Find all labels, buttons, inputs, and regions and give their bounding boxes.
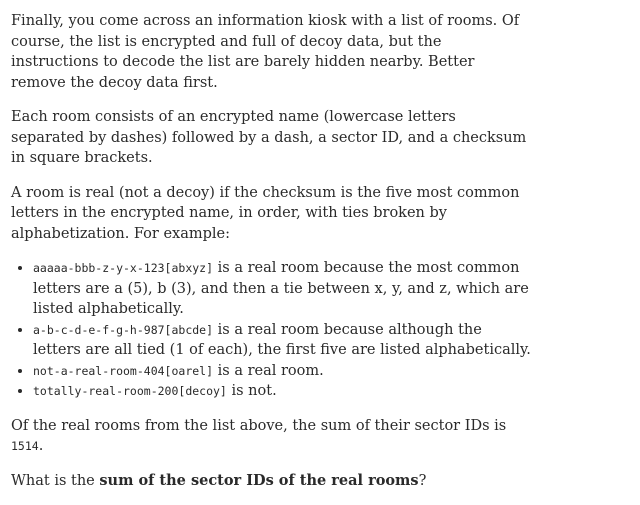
examples-list <box>11 258 531 402</box>
intro-paragraph: Finally, you come across an information kiosk with a list of rooms. Of course, the list is encrypted and full of decoy data, but the instructions to decode the list are barely hidden nearby. Better remove the decoy data first. <box>11 13 520 91</box>
example-item <box>33 361 531 382</box>
example-item <box>33 258 531 320</box>
sum-prefix: Of the real rooms from the list above, the sum of their sector IDs is <box>11 417 507 434</box>
question-emphasis: sum of the sector IDs of the real rooms <box>99 471 419 489</box>
example-explanation: is a real room. <box>213 362 324 379</box>
example-item <box>33 320 531 361</box>
example-explanation: is not. <box>226 383 277 399</box>
room-format-paragraph: Each room consists of an encrypted name (lowercase letters separated by dashes) followed by a dash, a sector ID, and a checksum in square brackets. <box>11 109 527 166</box>
question-paragraph <box>11 471 531 492</box>
example-item <box>33 381 531 402</box>
example-explanation: is a real room because although the letters are all tied (1 of each), the first five are listed alphabetically. <box>33 321 531 358</box>
puzzle-description <box>11 11 531 505</box>
sum-paragraph <box>11 416 531 457</box>
example-code: not-a-real-room-404[oarel] <box>33 363 214 378</box>
example-explanation: is a real room because the most common letters are a (5), b (3), and then a tie between x, y, and z, which are listed alphabetically. <box>33 260 529 317</box>
example-code: aaaaa-bbb-z-y-x-123[abxyz] <box>33 261 214 275</box>
sum-suffix: . <box>38 438 44 454</box>
example-code: a-b-c-d-e-f-g-h-987[abcde] <box>33 322 214 337</box>
sum-value: 1514 <box>11 439 39 453</box>
question-prefix: What is the <box>11 472 100 489</box>
question-suffix: ? <box>418 472 427 489</box>
example-code: totally-real-room-200[decoy] <box>33 384 227 398</box>
real-room-rule-paragraph: A room is real (not a decoy) if the checksum is the five most common letters in the encrypted name, in order, with ties broken by alphabetization. For example: <box>11 184 520 242</box>
